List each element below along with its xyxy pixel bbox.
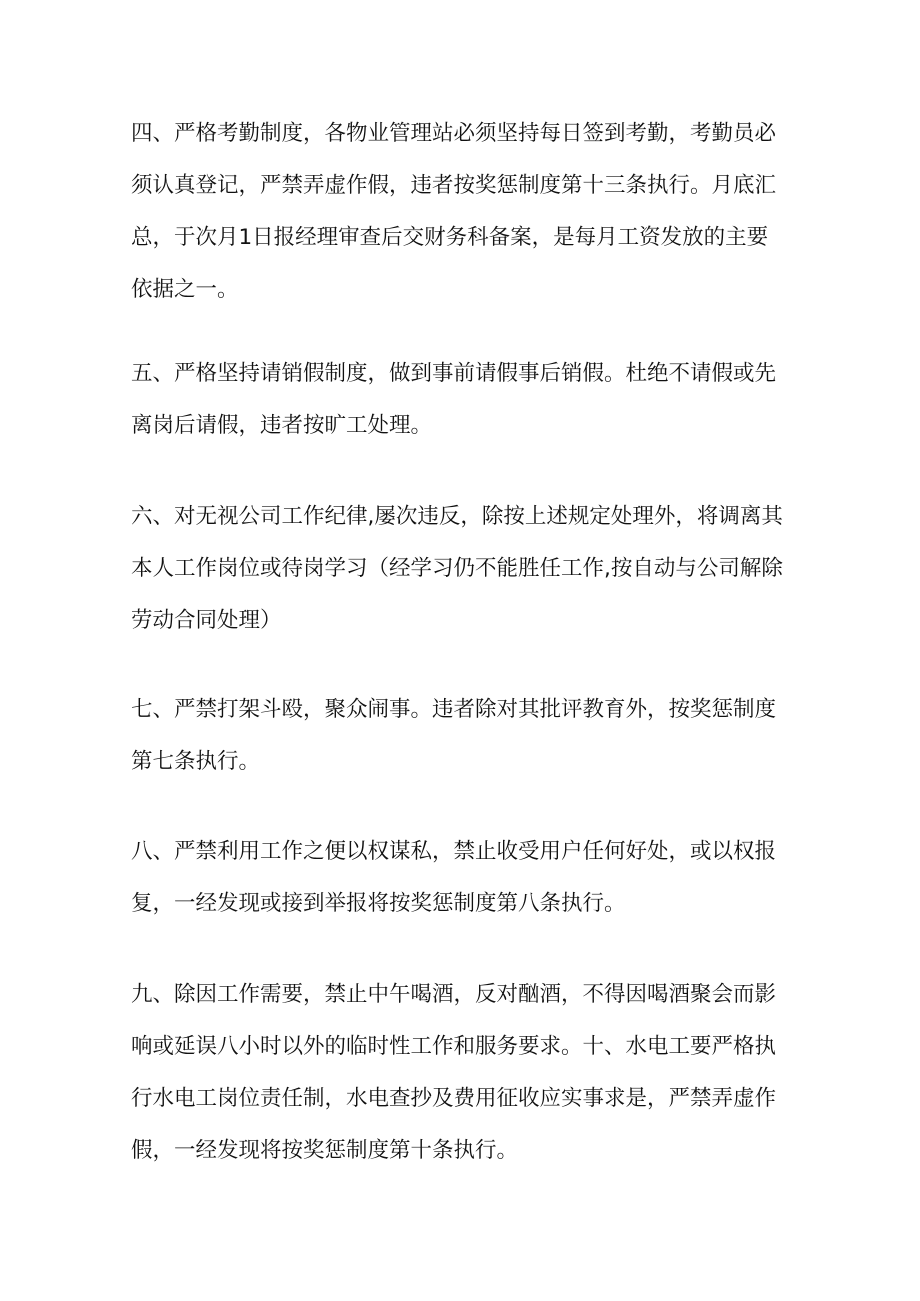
paragraph-rule-7 <box>131 684 796 788</box>
paragraph-rule-9 <box>131 969 796 1177</box>
paragraph-line: 九、除因工作需要，禁止中午喝酒，反对酗酒，不得因喝酒聚会而影 <box>131 982 777 1007</box>
paragraph-line: 复，一经发现或接到举报将按奖惩制度第八条执行。 <box>131 891 626 916</box>
paragraph-rule-5 <box>131 348 796 452</box>
paragraph-line: 假，一经发现将按奖惩制度第十条执行。 <box>131 1138 519 1163</box>
paragraph-line: 五、严格坚持请销假制度，做到事前请假事后销假。杜绝不请假或先 <box>131 361 777 386</box>
paragraph-rule-6 <box>131 491 796 647</box>
paragraph-line: 八、严禁利用工作之便以权谋私，禁止收受用户任何好处，或以权报 <box>131 839 777 864</box>
paragraph-line: 须认真登记，严禁弄虚作假，违者按奖惩制度第十三条执行。月底汇 <box>131 173 777 198</box>
paragraph-line: 响或延误八小时以外的临时性工作和服务要求。十、水电工要严格执 <box>131 1034 777 1059</box>
paragraph-line: 离岗后请假，违者按旷工处理。 <box>131 413 433 438</box>
paragraph-line: 第七条执行。 <box>131 749 261 774</box>
paragraph-line: 四、严格考勤制度，各物业管理站必须坚持每日签到考勤，考勤员必 <box>131 121 777 146</box>
paragraph-line: 六、对无视公司工作纪律,屡次违反，除按上述规定处理外，将调离其 <box>131 504 783 529</box>
paragraph-line: 本人工作岗位或待岗学习（经学习仍不能胜任工作,按自动与公司解除 <box>131 556 783 581</box>
paragraph-line: 行水电工岗位责任制，水电查抄及费用征收应实事求是，严禁弄虚作 <box>131 1086 777 1111</box>
paragraph-line: 劳动合同处理） <box>131 608 282 633</box>
paragraph-line: 依据之一。 <box>131 277 239 302</box>
paragraph-rule-8 <box>131 826 796 930</box>
paragraph-line: 七、严禁打架斗殴，聚众闹事。违者除对其批评教育外，按奖惩制度 <box>131 697 777 722</box>
paragraph-rule-4 <box>131 108 796 316</box>
paragraph-line: 总，于次月1日报经理审查后交财务科备案，是每月工资发放的主要 <box>131 225 769 250</box>
